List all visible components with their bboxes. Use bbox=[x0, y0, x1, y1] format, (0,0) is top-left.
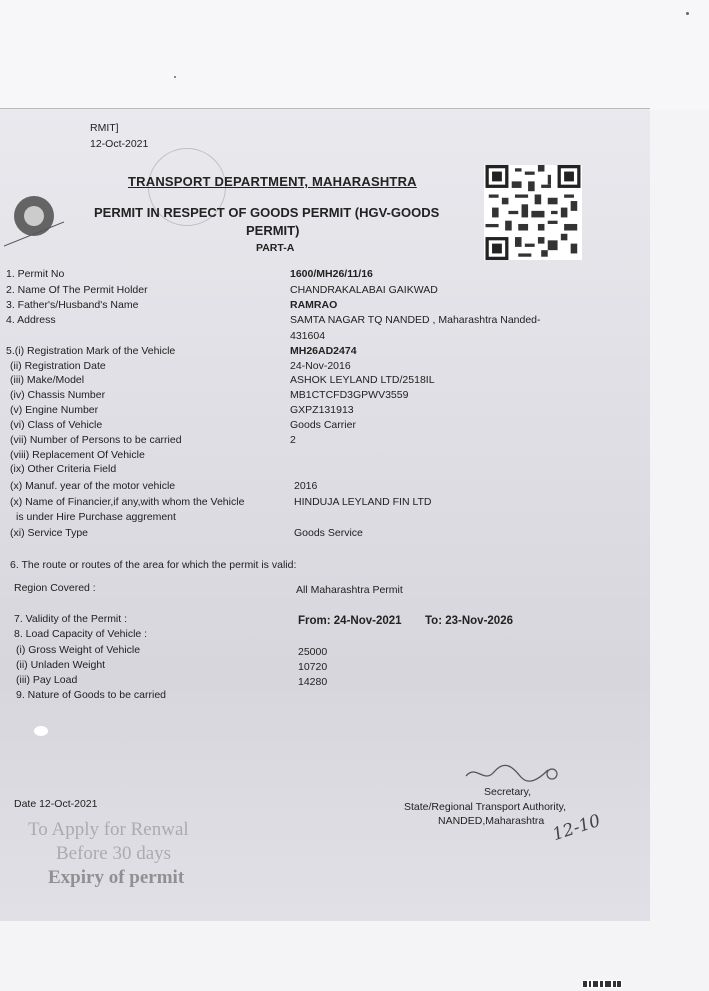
detail-value-cont: 431604 bbox=[290, 330, 326, 342]
detail-label: 1. Permit No bbox=[6, 268, 65, 280]
page-top-margin bbox=[0, 0, 709, 110]
detail-label: (x) Name of Financier,if any,with whom the Vehicle bbox=[10, 496, 245, 508]
renewal-stamp bbox=[28, 818, 189, 890]
authority-label: State/Regional Transport Authority, bbox=[404, 801, 567, 813]
permit-title-line2: PERMIT) bbox=[246, 223, 300, 238]
detail-label: (iv) Chassis Number bbox=[10, 389, 106, 401]
detail-label: (vii) Number of Persons to be carried bbox=[10, 434, 182, 446]
detail-label: 2. Name Of The Permit Holder bbox=[6, 284, 148, 296]
corner-date: 12-Oct-2021 bbox=[90, 138, 149, 150]
stamp-line: To Apply for Renwal bbox=[28, 819, 189, 840]
detail-label: 5.(i) Registration Mark of the Vehicle bbox=[6, 345, 176, 357]
detail-value: 1600/MH26/11/16 bbox=[290, 268, 373, 280]
stamp-line: Before 30 days bbox=[56, 843, 172, 864]
stamp-line: Expiry of permit bbox=[48, 867, 185, 888]
route-heading: 6. The route or routes of the area for which the permit is valid: bbox=[10, 559, 297, 571]
emblem-logo bbox=[4, 192, 64, 248]
detail-label: (x) Manuf. year of the motor vehicle bbox=[10, 480, 176, 492]
detail-label: (vi) Class of Vehicle bbox=[10, 419, 103, 431]
load-value: 25000 bbox=[298, 646, 328, 658]
qr-code bbox=[484, 165, 582, 260]
detail-value: MB1CTCFD3GPWV3559 bbox=[290, 389, 409, 401]
load-value: 10720 bbox=[298, 661, 328, 673]
punch-hole bbox=[34, 726, 48, 736]
permit-title-line1: PERMIT IN RESPECT OF GOODS PERMIT (HGV-GOODS bbox=[94, 205, 440, 220]
detail-value: GXPZ131913 bbox=[290, 404, 354, 416]
part-label: PART-A bbox=[256, 242, 295, 254]
detail-label: (xi) Service Type bbox=[10, 527, 88, 539]
detail-value: SAMTA NAGAR TQ NANDED , Maharashtra Nanded- bbox=[290, 314, 541, 326]
region-label: Region Covered : bbox=[14, 582, 96, 594]
detail-value: MH26AD2474 bbox=[290, 345, 357, 357]
detail-label: (v) Engine Number bbox=[10, 404, 99, 416]
handwritten-date: 12-10 bbox=[550, 810, 603, 846]
detail-value: ASHOK LEYLAND LTD/2518IL bbox=[290, 374, 435, 386]
detail-label: (iii) Make/Model bbox=[10, 374, 85, 386]
secretary-label: Secretary, bbox=[484, 786, 532, 798]
department-title: TRANSPORT DEPARTMENT, MAHARASHTRA bbox=[128, 174, 417, 189]
detail-label-cont: is under Hire Purchase aggrement bbox=[16, 511, 176, 523]
speck bbox=[174, 76, 176, 78]
load-label: (i) Gross Weight of Vehicle bbox=[16, 644, 141, 656]
detail-value: 2 bbox=[290, 434, 296, 446]
region-value: All Maharashtra Permit bbox=[296, 584, 403, 596]
detail-label: (ii) Registration Date bbox=[10, 360, 106, 372]
issue-date: Date 12-Oct-2021 bbox=[14, 798, 98, 810]
detail-value: Goods Carrier bbox=[290, 419, 356, 431]
detail-value: Goods Service bbox=[294, 527, 363, 539]
validity-to: To: 23-Nov-2026 bbox=[425, 615, 513, 627]
detail-label: 3. Father's/Husband's Name bbox=[6, 299, 139, 311]
detail-value: HINDUJA LEYLAND FIN LTD bbox=[294, 496, 432, 508]
place-label: NANDED,Maharashtra bbox=[438, 815, 545, 827]
detail-value: RAMRAO bbox=[290, 299, 338, 311]
detail-label: 4. Address bbox=[6, 314, 56, 326]
detail-label: (viii) Replacement Of Vehicle bbox=[10, 449, 145, 461]
load-label: (iii) Pay Load bbox=[16, 674, 78, 686]
validity-label: 7. Validity of the Permit : bbox=[14, 613, 128, 625]
detail-label: (ix) Other Criteria Field bbox=[10, 463, 117, 475]
signature bbox=[462, 758, 562, 788]
corner-label: RMIT] bbox=[90, 122, 119, 134]
validity-from: From: 24-Nov-2021 bbox=[298, 615, 402, 627]
load-value: 14280 bbox=[298, 676, 328, 688]
detail-value: 2016 bbox=[294, 480, 318, 492]
barcode bbox=[582, 980, 622, 988]
speck bbox=[686, 12, 689, 15]
load-heading: 8. Load Capacity of Vehicle : bbox=[14, 628, 148, 640]
detail-value: CHANDRAKALABAI GAIKWAD bbox=[290, 284, 438, 296]
load-label: (ii) Unladen Weight bbox=[16, 659, 106, 671]
detail-value: 24-Nov-2016 bbox=[290, 360, 351, 372]
nature-label: 9. Nature of Goods to be carried bbox=[16, 689, 166, 701]
